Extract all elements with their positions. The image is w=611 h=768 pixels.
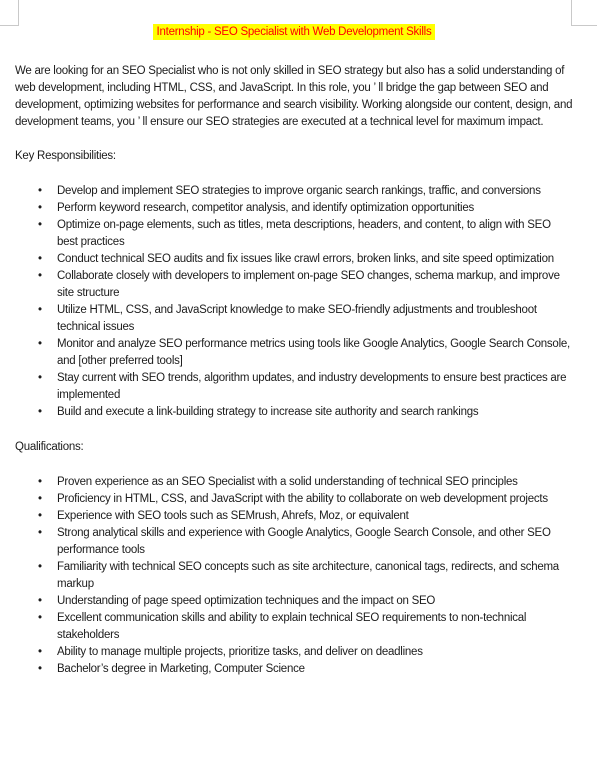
bullet-item: • Understanding of page speed optimization techniques and the impact on SEO [57, 593, 573, 610]
bullet-item: • Utilize HTML, CSS, and JavaScript knowledge to make SEO-friendly adjustments and troubleshoot technical issues [57, 302, 573, 336]
bullet-list [15, 183, 573, 421]
bullet-item: • Build and execute a link-building strategy to increase site authority and search rankings [57, 404, 573, 421]
bullet-list [15, 474, 573, 678]
bullet-item: • Experience with SEO tools such as SEMrush, Ahrefs, Moz, or equivalent [57, 508, 573, 525]
bullet-item: • Proven experience as an SEO Specialist with a solid understanding of technical SEO principles [57, 474, 573, 491]
margin-crop-mark-top-right [571, 0, 597, 26]
section-heading: Qualifications: [15, 441, 84, 453]
bullet-item: • Ability to manage multiple projects, prioritize tasks, and deliver on deadlines [57, 644, 573, 661]
title-row [15, 24, 573, 41]
bullet-item: • Proficiency in HTML, CSS, and JavaScript with the ability to collaborate on web development projects [57, 491, 573, 508]
bullet-item: • Optimize on-page elements, such as titles, meta descriptions, headers, and content, to align with SEO best practices [57, 217, 573, 251]
bullet-item: • Stay current with SEO trends, algorithm updates, and industry developments to ensure best practices are implemented [57, 370, 573, 404]
bullet-item: • Monitor and analyze SEO performance metrics using tools like Google Analytics, Google Search Console, and [other preferred tools] [57, 336, 573, 370]
intro-paragraph: We are looking for an SEO Specialist who is not only skilled in SEO strategy but also has a solid understanding of web development, including HTML, CSS, and JavaScript. In this role, you ’ ll bridge the gap between SEO and development, optimizing websites for performance and search visibility. Working alongside our content, design, and development teams, you ’ ll ensure our SEO strategies are executed at a technical level for maximum impact. [15, 65, 573, 128]
section-heading: Key Responsibilities: [15, 150, 116, 162]
bullet-item: • Bachelor’s degree in Marketing, Computer Science [57, 661, 573, 678]
section-qualifications [15, 439, 573, 678]
section-key-responsibilities [15, 148, 573, 421]
bullet-item: • Conduct technical SEO audits and fix issues like crawl errors, broken links, and site speed optimization [57, 251, 573, 268]
margin-crop-mark-top-left [0, 0, 19, 26]
bullet-item: • Familiarity with technical SEO concepts such as site architecture, canonical tags, redirects, and schema markup [57, 559, 573, 593]
bullet-item: • Collaborate closely with developers to implement on-page SEO changes, schema markup, and improve site structure [57, 268, 573, 302]
bullet-item: • Excellent communication skills and ability to explain technical SEO requirements to non-technical stakeholders [57, 610, 573, 644]
bullet-item: • Develop and implement SEO strategies to improve organic search rankings, traffic, and conversions [57, 183, 573, 200]
document-content [15, 24, 573, 696]
bullet-item: • Strong analytical skills and experience with Google Analytics, Google Search Console, and other SEO performance tools [57, 525, 573, 559]
job-title: Internship - SEO Specialist with Web Development Skills [153, 24, 436, 40]
bullet-item: • Perform keyword research, competitor analysis, and identify optimization opportunities [57, 200, 573, 217]
